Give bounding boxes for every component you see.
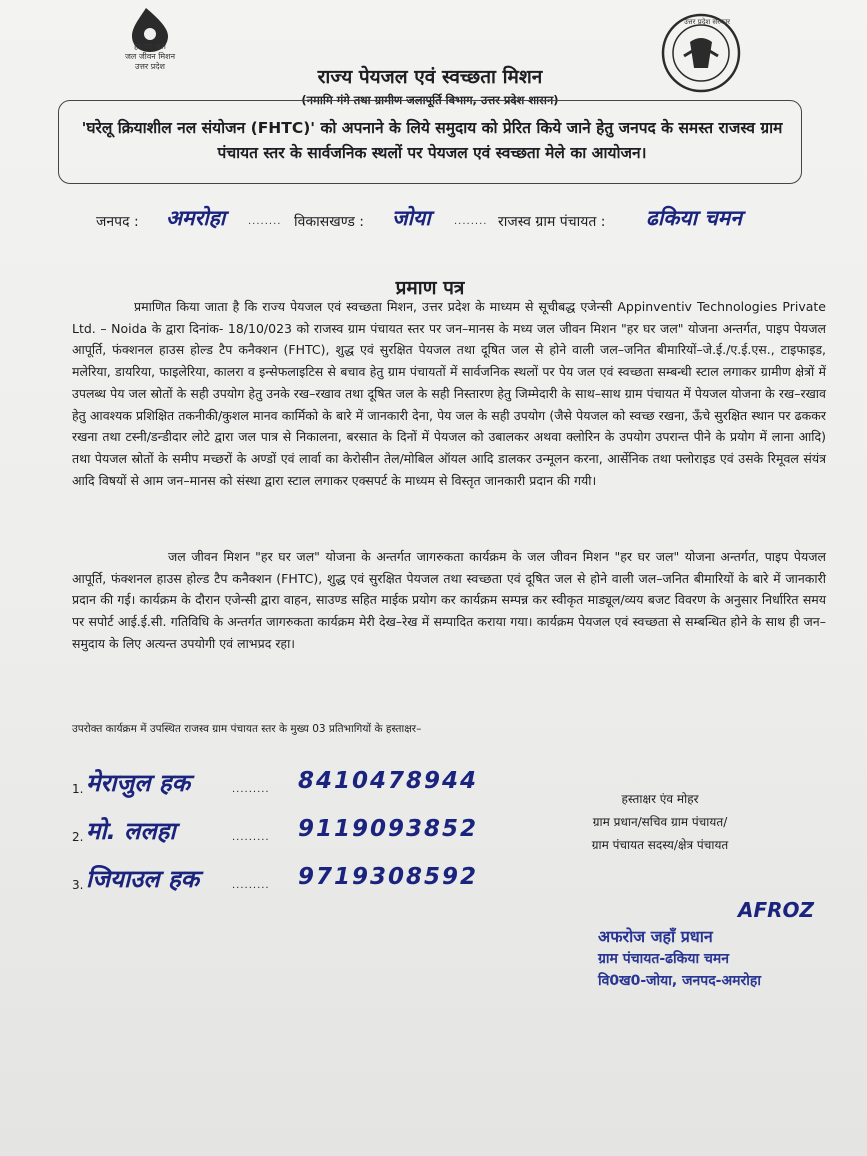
- logo-caption-1: हर घर जल: [134, 42, 166, 51]
- signatory-phone: 9119093852: [298, 816, 479, 842]
- emblem-caption: उत्तर प्रदेश सरकार: [683, 18, 731, 26]
- panchayat-value: ढकिया चमन: [646, 206, 742, 230]
- district-value: अमरोहा: [166, 206, 226, 230]
- certificate-paragraph-1: प्रमाणित किया जाता है कि राज्य पेयजल एवं स्वच्छता मिशन, उत्तर प्रदेश के माध्यम से सूचीबद्ध एजेन्सी Appinventiv Technologies Private Ltd. – Noida के द्वारा दिनांक- 18/10/023 को राजस्व ग्राम पंचायत स्तर पर जन–मानस के मध्य जल जीवन मिशन "हर घर जल" योजना अन्तर्गत, पाइप पेयजल आपूर्ति, फंक्शनल हाउस होल्ड टैप कनैक्शन (FHTC), शुद्ध एवं सुरक्षित पेयजल तथा दूषित जल से होने वाली जल–जनित बीमारियों–जे.ई./ए.ई.एस., टाइफाइड, मलेरिया, डायरिया, फाइलेरिया, कालरा व इन्सेफलाइटिस से बचाव हेतु ग्राम पंचायतों में सार्वजनिक स्थलों पर पेय जल एवं स्वच्छता सम्बन्धी स्टाल लगाकर ग्रामीण क्षेत्रों में उपलब्ध पेय जल स्रोतों के सही उपयोग हेतु उनके रख–रखाव तथा दूषित जल के सही निस्तारण हेतु जिम्मेदारी के साथ–साथ ग्राम पंचायत में पेयजल योजना के रख–रखाव हेतु आवश्यक प्रशिक्षित तकनीकी/कुशल मानव कार्मिको के बारे में जानकारी देना, पेय जल के सही उपयोग (जैसे पेयजल को स्वच्छ रखना, ऊँचे सुरक्षित स्थान पर ढककर रखना तथा टस्नी/डन्डीदार लोटे द्वारा जल पात्र से निकालना, बरसात के दिनों में पेयजल को उबालकर अथवा क्लोरिन के उपयोग उपरान्त पीने के प्रयोग में लाना आदि) तथा पेयजल स्रोतों के समीप मच्छरों के अण्डों एवं लार्वा का केरोसीन तेल/मोबिल ऑयल आदि डालकर उन्मूलन करना, आर्सेनिक तथा फ्लोराइड एवं उसके रिमूवल संयंत्र आदि विषयों से आम जन–मानस को संस्था द्वारा स्टाल लगाकर एक्सपर्ट के माध्यम से विस्तृत जानकारी प्रदान की गयी।: [72, 299, 826, 488]
- district-dots: ........: [248, 216, 282, 227]
- certificate-paragraph-2: जल जीवन मिशन "हर घर जल" योजना के अन्तर्गत जागरुकता कार्यक्रम के जल जीवन मिशन "हर घर जल" योजना अन्तर्गत, पाइप पेयजल आपूर्ति, फंक्शनल हाउस होल्ड टैप कनैक्शन (FHTC), शुद्ध एवं सुरक्षित पेयजल तथा स्वच्छता एवं दूषित जल से होने वाली जल–जनित बीमारियों के बारे में जानकारी प्रदान की गई। कार्यक्रम के दौरान एजेन्सी द्वारा वाहन, साउण्ड सहित माईक प्रयोग कर कार्यक्रम सम्पन्न कर स्वीकृत माड्यूल/व्यय बजट विवरण के अनुसार निर्धारित समय पर सपोर्ट आई.ई.सी. गतिविधि के अन्तर्गत जागरुकता कार्यक्रम मेरी देख–रेख में सम्पादित कराया गया। कार्यक्रम पेयजल एवं स्वच्छता से सम्बन्धित होने के साथ ही जन–समुदाय के लिए अत्यन्त उपयोगी एवं लाभप्रद रहा।: [72, 549, 826, 651]
- authority-line-1: हस्ताक्षर एंव मोहर: [621, 792, 699, 806]
- signatory-name: मो. ललहा: [86, 817, 176, 845]
- signatory-number: 1.: [72, 782, 84, 796]
- certificate-title: प्रमाण पत्र: [395, 277, 465, 299]
- org-subtitle: (नमामि गंगे तथा ग्रामीण जलापूर्ति विभाग, उत्तर प्रदेश शासन): [301, 93, 559, 107]
- event-banner-text: 'घरेलू क्रियाशील नल संयोजन (FHTC)' को अपनाने के लिये समुदाय को प्रेरित किये जाने हेतु जनपद के समस्त राजस्व ग्राम पंचायत स्तर के सार्वजनिक स्थलों पर पेयजल एवं स्वच्छता मेले का आयोजन।: [81, 119, 783, 162]
- signatory-phone: 8410478944: [298, 768, 479, 794]
- signatory-name: मेराजुल हक: [86, 769, 190, 797]
- signatory-name: जियाउल हक: [86, 865, 200, 893]
- logo-caption-3: उत्तर प्रदेश: [135, 62, 165, 71]
- block-label: विकासखण्ड :: [294, 214, 365, 230]
- org-title: राज्य पेयजल एवं स्वच्छता मिशन: [317, 66, 543, 88]
- pradhan-seal: [598, 926, 798, 992]
- authority-line-3: ग्राम पंचायत सदस्य/क्षेत्र पंचायत: [591, 838, 729, 852]
- signatory-dots: .........: [232, 880, 270, 891]
- seal-line-3: वि0ख0-जोया, जनपद-अमरोहा: [598, 973, 761, 989]
- logo-left-caption: [104, 42, 196, 72]
- seal-line-2: ग्राम पंचायत-ढकिया चमन: [598, 951, 730, 967]
- logo-caption-2: जल जीवन मिशन: [124, 52, 176, 61]
- signatories-intro: उपरोक्त कार्यक्रम में उपस्थित राजस्व ग्राम पंचायत स्तर के मुख्य 03 प्रतिभागियों के हस्ताक्षर–: [72, 723, 422, 735]
- pradhan-signature: AFROZ: [738, 898, 815, 922]
- block-dots: ........: [454, 216, 488, 227]
- district-label: जनपद :: [96, 214, 139, 230]
- signatory-phone: 9719308592: [298, 864, 479, 890]
- seal-line-1: अफरोज जहाँ प्रधान: [598, 927, 713, 946]
- authority-block: [540, 788, 780, 857]
- signatory-number: 3.: [72, 878, 84, 892]
- authority-line-2: ग्राम प्रधान/सचिव ग्राम पंचायत/: [592, 815, 728, 829]
- panchayat-label: राजस्व ग्राम पंचायत :: [498, 214, 606, 230]
- signatory-dots: .........: [232, 784, 270, 795]
- signatory-number: 2.: [72, 830, 84, 844]
- block-value: जोया: [392, 206, 431, 230]
- signatory-dots: .........: [232, 832, 270, 843]
